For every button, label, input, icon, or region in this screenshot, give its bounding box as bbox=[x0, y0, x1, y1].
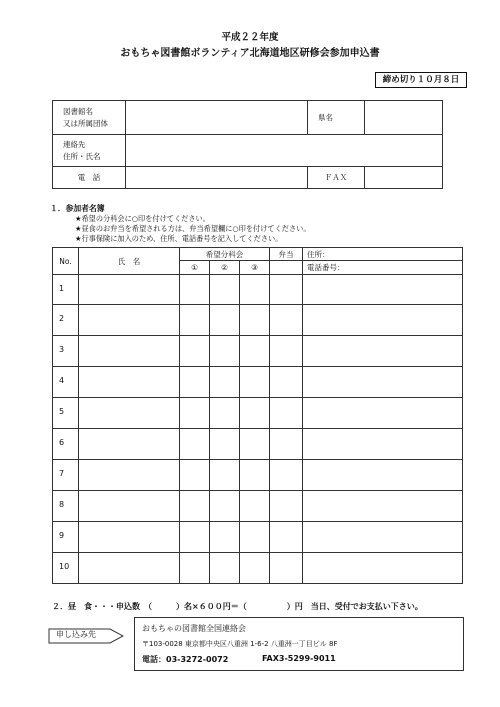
name-cell[interactable] bbox=[79, 336, 180, 367]
lunch-cell[interactable] bbox=[270, 460, 303, 491]
lunch-cell[interactable] bbox=[270, 275, 303, 305]
address-cell[interactable] bbox=[303, 460, 463, 491]
note-line: ★希望の分科会に○印を付けてください。 bbox=[75, 214, 210, 223]
name-cell[interactable] bbox=[79, 491, 180, 522]
fax-label: ＦＡＸ bbox=[308, 167, 365, 189]
lunch-order-line: ２．昼 食・・・申込数 （ ）名×６００円＝（ ）円 当日、受付でお支払い下さい。 bbox=[52, 602, 423, 611]
group1-cell[interactable] bbox=[180, 491, 210, 522]
name-cell[interactable] bbox=[79, 429, 180, 460]
group1-cell[interactable] bbox=[180, 553, 210, 584]
row-number: 9 bbox=[53, 522, 79, 553]
note-line: ★行事保険に加入のため、住所、電話番号を記入してください。 bbox=[75, 234, 283, 243]
address-cell[interactable] bbox=[303, 491, 463, 522]
header-no: No. bbox=[53, 248, 79, 275]
group1-cell[interactable] bbox=[180, 305, 210, 336]
address-cell[interactable] bbox=[303, 522, 463, 553]
table-row bbox=[53, 491, 463, 522]
header-group: 希望分科会 bbox=[180, 248, 270, 261]
row-number: 5 bbox=[53, 398, 79, 429]
header-group-3: ③ bbox=[240, 261, 270, 275]
section1-notes bbox=[75, 214, 311, 244]
group3-cell[interactable] bbox=[240, 460, 270, 491]
row-number: 10 bbox=[53, 553, 79, 584]
contact-label-line1: 連絡先 bbox=[63, 139, 86, 149]
group2-cell[interactable] bbox=[210, 336, 240, 367]
library-label bbox=[53, 101, 126, 135]
fax-field[interactable] bbox=[365, 167, 443, 189]
name-cell[interactable] bbox=[79, 460, 180, 491]
group2-cell[interactable] bbox=[210, 367, 240, 398]
group1-cell[interactable] bbox=[180, 398, 210, 429]
group3-cell[interactable] bbox=[240, 398, 270, 429]
table-row bbox=[53, 336, 463, 367]
contact-label bbox=[53, 135, 126, 167]
group1-cell[interactable] bbox=[180, 275, 210, 305]
group1-cell[interactable] bbox=[180, 367, 210, 398]
address-cell[interactable] bbox=[303, 275, 463, 305]
name-cell[interactable] bbox=[79, 275, 180, 305]
organization-info-table bbox=[52, 100, 443, 189]
address-cell[interactable] bbox=[303, 553, 463, 584]
group3-cell[interactable] bbox=[240, 429, 270, 460]
row-number: 4 bbox=[53, 367, 79, 398]
header-group-1: ① bbox=[180, 261, 210, 275]
participants-table bbox=[52, 247, 463, 584]
name-cell[interactable] bbox=[79, 305, 180, 336]
header-phone: 電話番号： bbox=[303, 261, 463, 275]
table-row bbox=[53, 522, 463, 553]
name-cell[interactable] bbox=[79, 553, 180, 584]
group2-cell[interactable] bbox=[210, 429, 240, 460]
lunch-cell[interactable] bbox=[270, 398, 303, 429]
table-row bbox=[53, 305, 463, 336]
lunch-cell[interactable] bbox=[270, 522, 303, 553]
organization-phone: 電話：03-3272-0072 bbox=[142, 655, 229, 664]
group1-cell[interactable] bbox=[180, 460, 210, 491]
row-number: 3 bbox=[53, 336, 79, 367]
row-number: 7 bbox=[53, 460, 79, 491]
library-field[interactable] bbox=[126, 101, 308, 135]
lunch-cell[interactable] bbox=[270, 336, 303, 367]
table-row bbox=[53, 398, 463, 429]
row-number: 1 bbox=[53, 275, 79, 305]
lunch-cell[interactable] bbox=[270, 553, 303, 584]
group2-cell[interactable] bbox=[210, 553, 240, 584]
header-address: 住所： bbox=[303, 248, 463, 261]
group3-cell[interactable] bbox=[240, 491, 270, 522]
row-number: 8 bbox=[53, 491, 79, 522]
lunch-cell[interactable] bbox=[270, 429, 303, 460]
organization-name: おもちゃの図書館全国連絡会 bbox=[142, 624, 246, 633]
address-cell[interactable] bbox=[303, 429, 463, 460]
group1-cell[interactable] bbox=[180, 336, 210, 367]
group2-cell[interactable] bbox=[210, 275, 240, 305]
table-row bbox=[53, 460, 463, 491]
library-label-line1: 図書館名 bbox=[63, 106, 93, 116]
table-row bbox=[53, 429, 463, 460]
group3-cell[interactable] bbox=[240, 336, 270, 367]
address-cell[interactable] bbox=[303, 336, 463, 367]
group2-cell[interactable] bbox=[210, 460, 240, 491]
organization-fax: FAX3-5299-9011 bbox=[262, 654, 336, 663]
group3-cell[interactable] bbox=[240, 305, 270, 336]
header-group-2: ② bbox=[210, 261, 240, 275]
address-cell[interactable] bbox=[303, 305, 463, 336]
section1-heading: １．参加者名簿 bbox=[50, 204, 105, 213]
note-line: ★昼食のお弁当を希望される方は、弁当希望欄に○印を付けてください。 bbox=[75, 224, 311, 233]
group3-cell[interactable] bbox=[240, 367, 270, 398]
contact-label-line2: 住所・氏名 bbox=[63, 151, 101, 161]
group1-cell[interactable] bbox=[180, 522, 210, 553]
group2-cell[interactable] bbox=[210, 522, 240, 553]
address-cell[interactable] bbox=[303, 367, 463, 398]
group2-cell[interactable] bbox=[210, 398, 240, 429]
name-cell[interactable] bbox=[79, 522, 180, 553]
address-cell[interactable] bbox=[303, 398, 463, 429]
lunch-cell[interactable] bbox=[270, 367, 303, 398]
organization-address: 〒103-0028 東京都中央区八重洲 1-6-2 八重洲一丁目ビル 8F bbox=[142, 640, 338, 648]
header-lunch: 弁当 bbox=[270, 248, 303, 261]
deadline-box: 締め切り１０月８日 bbox=[375, 72, 467, 88]
library-label-line2: 又は所属団体 bbox=[63, 118, 108, 128]
name-cell[interactable] bbox=[79, 367, 180, 398]
name-cell[interactable] bbox=[79, 398, 180, 429]
prefecture-field[interactable] bbox=[365, 101, 443, 135]
form-title: おもちゃ図書館ボランティア北海道地区研修会参加申込書 bbox=[120, 48, 380, 59]
phone-field[interactable] bbox=[126, 167, 308, 189]
group2-cell[interactable] bbox=[210, 491, 240, 522]
table-row bbox=[53, 553, 463, 584]
row-number: 6 bbox=[53, 429, 79, 460]
lunch-cell[interactable] bbox=[270, 305, 303, 336]
apply-to-label: 申し込み先 bbox=[56, 630, 96, 639]
group3-cell[interactable] bbox=[240, 522, 270, 553]
year-heading: 平成２２年度 bbox=[221, 32, 279, 43]
group3-cell[interactable] bbox=[240, 275, 270, 305]
row-number: 2 bbox=[53, 305, 79, 336]
lunch-cell[interactable] bbox=[270, 491, 303, 522]
header-name: 氏 名 bbox=[79, 248, 180, 275]
prefecture-label: 県名 bbox=[308, 101, 365, 135]
group1-cell[interactable] bbox=[180, 429, 210, 460]
header-lunch-blank bbox=[270, 261, 303, 275]
group2-cell[interactable] bbox=[210, 305, 240, 336]
table-row bbox=[53, 367, 463, 398]
group3-cell[interactable] bbox=[240, 553, 270, 584]
table-row bbox=[53, 275, 463, 305]
contact-field[interactable] bbox=[126, 135, 443, 167]
phone-label: 電 話 bbox=[53, 167, 126, 189]
